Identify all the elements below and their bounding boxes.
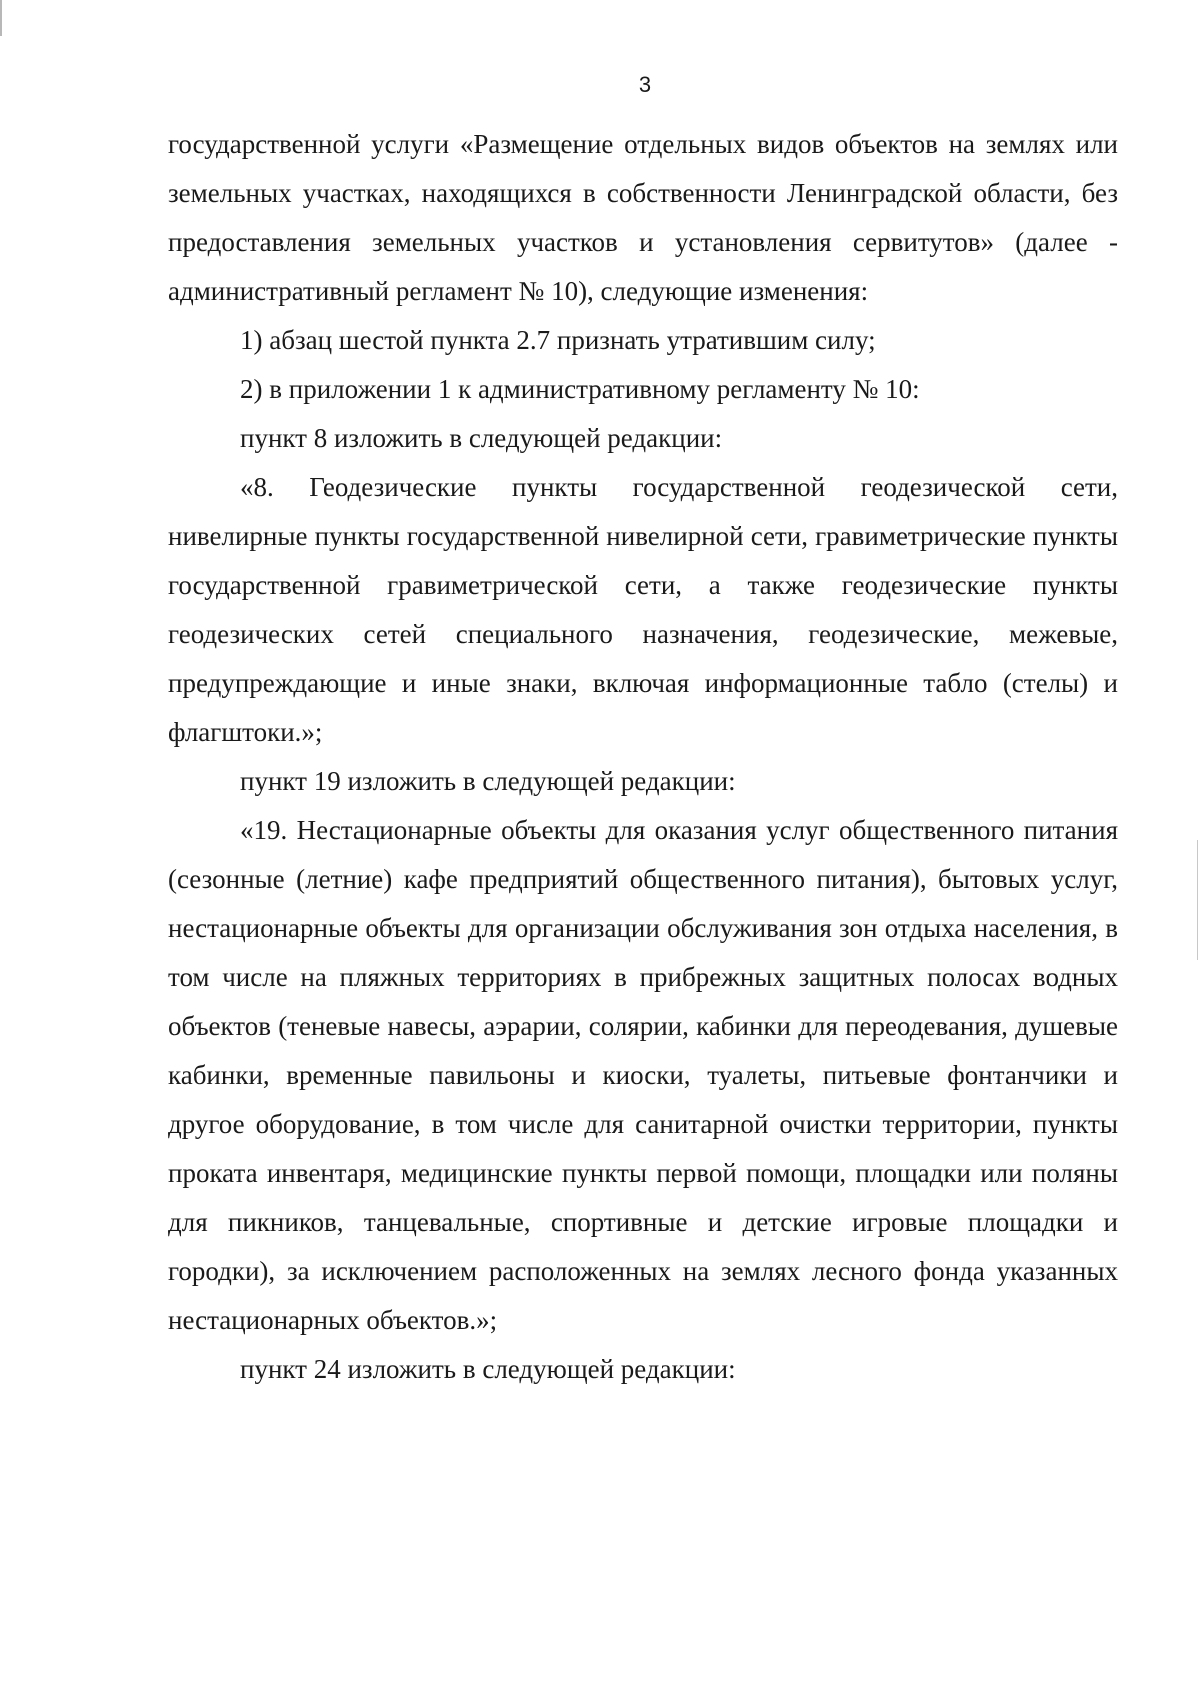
paragraph-amendment-1: 1) абзац шестой пункта 2.7 признать утратившим силу; (240, 325, 876, 355)
paragraph-item-24-heading: пункт 24 изложить в следующей редакции: (240, 1354, 736, 1384)
document-body (168, 120, 1118, 1394)
scan-edge-mark (0, 0, 2, 36)
page-number: 3 (638, 72, 652, 97)
paragraph-item-19-text: «19. Нестационарные объекты для оказания услуг общественного питания (сезонные (летние) кафе предприятий общественного питания), бытовых услуг, нестационарные объекты для организации обслуживания зон отдыха населения, в том числе на пляжных территориях в прибрежных защитных полосах водных объектов (теневые навесы, аэрарии, солярии, кабинки для переодевания, душевые кабинки, временные павильоны и киоски, туалеты, питьевые фонтанчики и другое оборудование, в том числе для санитарной очистки территории, пункты проката инвентаря, медицинские пункты первой помощи, площадки или поляны для пикников, танцевальные, спортивные и детские игровые площадки и городки), за исключением расположенных на землях лесного фонда указанных нестационарных объектов.»; (168, 815, 1118, 1335)
paragraph-regulation-intro: государственной услуги «Размещение отдельных видов объектов на землях или земельных участках, находящихся в собственности Ленинградской области, без предоставления земельных участков и установления сервитутов» (далее - административный регламент № 10), следующие изменения: (168, 129, 1118, 306)
scan-edge-mark (1197, 840, 1198, 960)
paragraph-item-8-heading: пункт 8 изложить в следующей редакции: (240, 423, 723, 453)
paragraph-amendment-2: 2) в приложении 1 к административному регламенту № 10: (240, 374, 920, 404)
paragraph-item-8-text: «8. Геодезические пункты государственной геодезической сети, нивелирные пункты государственной нивелирной сети, гравиметрические пункты государственной гравиметрической сети, а также геодезические пункты геодезических сетей специального назначения, геодезические, межевые, предупреждающие и иные знаки, включая информационные табло (стелы) и флагштоки.»; (168, 472, 1118, 747)
paragraph-item-19-heading: пункт 19 изложить в следующей редакции: (240, 766, 736, 796)
